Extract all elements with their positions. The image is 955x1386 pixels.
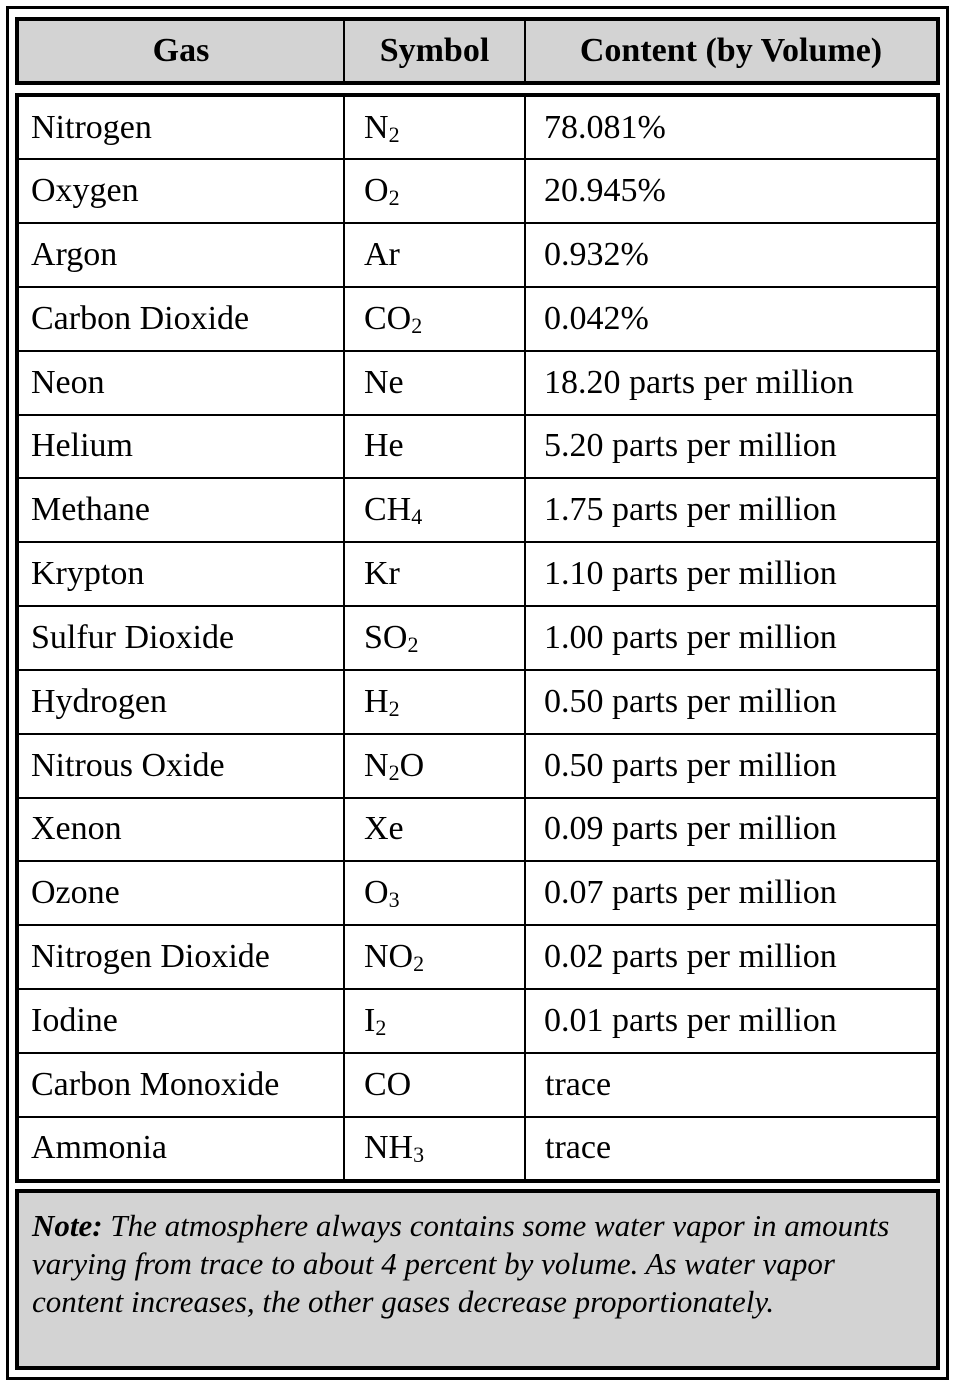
table-row <box>19 1053 936 1117</box>
gas-content: 18.20 parts per million <box>525 351 936 415</box>
gas-name: Hydrogen <box>19 670 344 734</box>
gas-symbol <box>344 1117 525 1179</box>
symbol-subscript: 2 <box>388 121 400 147</box>
gas-content: trace <box>525 1117 936 1179</box>
gas-content: trace <box>525 1053 936 1117</box>
header-content: Content (by Volume) <box>525 21 936 81</box>
gas-content: 78.081% <box>525 97 936 159</box>
gas-symbol <box>344 798 525 862</box>
gas-symbol <box>344 478 525 542</box>
symbol-subscript: 2 <box>407 631 419 657</box>
gas-name: Carbon Monoxide <box>19 1053 344 1117</box>
gas-content: 1.00 parts per million <box>525 606 936 670</box>
gas-name: Methane <box>19 478 344 542</box>
table-row <box>19 1117 936 1179</box>
gas-symbol <box>344 861 525 925</box>
table-body <box>15 93 940 1183</box>
symbol-subscript: 2 <box>388 185 400 211</box>
gas-symbol <box>344 351 525 415</box>
gas-name: Helium <box>19 415 344 479</box>
gas-symbol <box>344 670 525 734</box>
symbol-base: Kr <box>364 555 400 593</box>
gas-symbol <box>344 159 525 223</box>
gas-name: Carbon Dioxide <box>19 287 344 351</box>
gas-name: Ammonia <box>19 1117 344 1179</box>
gas-name: Krypton <box>19 542 344 606</box>
header-symbol: Symbol <box>344 21 525 81</box>
table-row <box>19 606 936 670</box>
symbol-base: O <box>364 172 389 210</box>
gas-name: Argon <box>19 223 344 287</box>
symbol-base: NO <box>364 938 414 976</box>
gas-symbol <box>344 1053 525 1117</box>
table-row <box>19 925 936 989</box>
table-header <box>15 17 940 85</box>
symbol-base: Ne <box>364 363 404 401</box>
gas-content: 0.932% <box>525 223 936 287</box>
symbol-subscript: 2 <box>411 312 423 338</box>
symbol-base: H <box>364 682 389 720</box>
symbol-subscript: 2 <box>388 695 400 721</box>
table-row <box>19 287 936 351</box>
note-box <box>15 1189 940 1370</box>
table-row <box>19 734 936 798</box>
note-body: The atmosphere always contains some water vapor in amounts varying from trace to about 4 percent by volume. As water vapor content increases, the other gases decrease proportionately. <box>32 1208 890 1319</box>
gas-content: 0.09 parts per million <box>525 798 936 862</box>
gas-content: 0.50 parts per million <box>525 670 936 734</box>
gas-content: 0.02 parts per million <box>525 925 936 989</box>
symbol-base: N <box>364 108 389 146</box>
gas-symbol <box>344 989 525 1053</box>
symbol-base: CO <box>364 1065 412 1103</box>
table-row <box>19 478 936 542</box>
gas-symbol <box>344 415 525 479</box>
table-row <box>19 670 936 734</box>
header-gas: Gas <box>152 32 210 69</box>
gas-name: Ozone <box>19 861 344 925</box>
symbol-subscript: 3 <box>388 887 400 913</box>
gas-content: 0.01 parts per million <box>525 989 936 1053</box>
gas-content: 0.042% <box>525 287 936 351</box>
symbol-subscript: 2 <box>388 759 400 785</box>
symbol-subscript: 3 <box>413 1142 425 1168</box>
gas-symbol <box>344 734 525 798</box>
table-row <box>19 415 936 479</box>
table-row <box>19 223 936 287</box>
gas-symbol <box>344 97 525 159</box>
gas-content: 0.07 parts per million <box>525 861 936 925</box>
gas-content: 20.945% <box>525 159 936 223</box>
gas-name: Sulfur Dioxide <box>19 606 344 670</box>
symbol-base: SO <box>364 618 408 656</box>
symbol-base: CO <box>364 299 412 337</box>
gas-name: Nitrogen <box>31 108 152 146</box>
gas-content: 1.10 parts per million <box>525 542 936 606</box>
symbol-base: I <box>364 1001 376 1039</box>
symbol-base: N <box>364 746 389 784</box>
symbol-base: CH <box>364 491 412 529</box>
gas-name: Neon <box>19 351 344 415</box>
note-label: Note: <box>32 1208 103 1243</box>
table-row <box>19 351 936 415</box>
table-row <box>19 861 936 925</box>
symbol-base: NH <box>364 1129 414 1167</box>
table-row <box>19 542 936 606</box>
gas-symbol <box>344 925 525 989</box>
gas-content: 0.50 parts per million <box>525 734 936 798</box>
gas-name: Nitrous Oxide <box>19 734 344 798</box>
symbol-base: O <box>364 874 389 912</box>
table-row <box>19 989 936 1053</box>
note-text <box>19 1193 936 1321</box>
symbol-subscript: 4 <box>411 504 423 530</box>
gas-symbol <box>344 223 525 287</box>
symbol-base: Xe <box>364 810 404 848</box>
symbol-subscript: 2 <box>413 951 425 977</box>
gas-content: 5.20 parts per million <box>525 415 936 479</box>
gas-name: Iodine <box>19 989 344 1053</box>
gas-name: Nitrogen Dioxide <box>19 925 344 989</box>
symbol-base: Ar <box>364 235 400 273</box>
gas-name: Oxygen <box>19 159 344 223</box>
gas-name: Xenon <box>19 798 344 862</box>
symbol-base: He <box>364 427 404 465</box>
gas-content: 1.75 parts per million <box>525 478 936 542</box>
symbol-tail: O <box>399 746 425 784</box>
table-row <box>19 159 936 223</box>
gas-symbol <box>344 606 525 670</box>
symbol-subscript: 2 <box>375 1014 387 1040</box>
table-row <box>19 798 936 862</box>
gas-symbol <box>344 287 525 351</box>
gas-symbol <box>344 542 525 606</box>
table-row <box>19 97 936 159</box>
